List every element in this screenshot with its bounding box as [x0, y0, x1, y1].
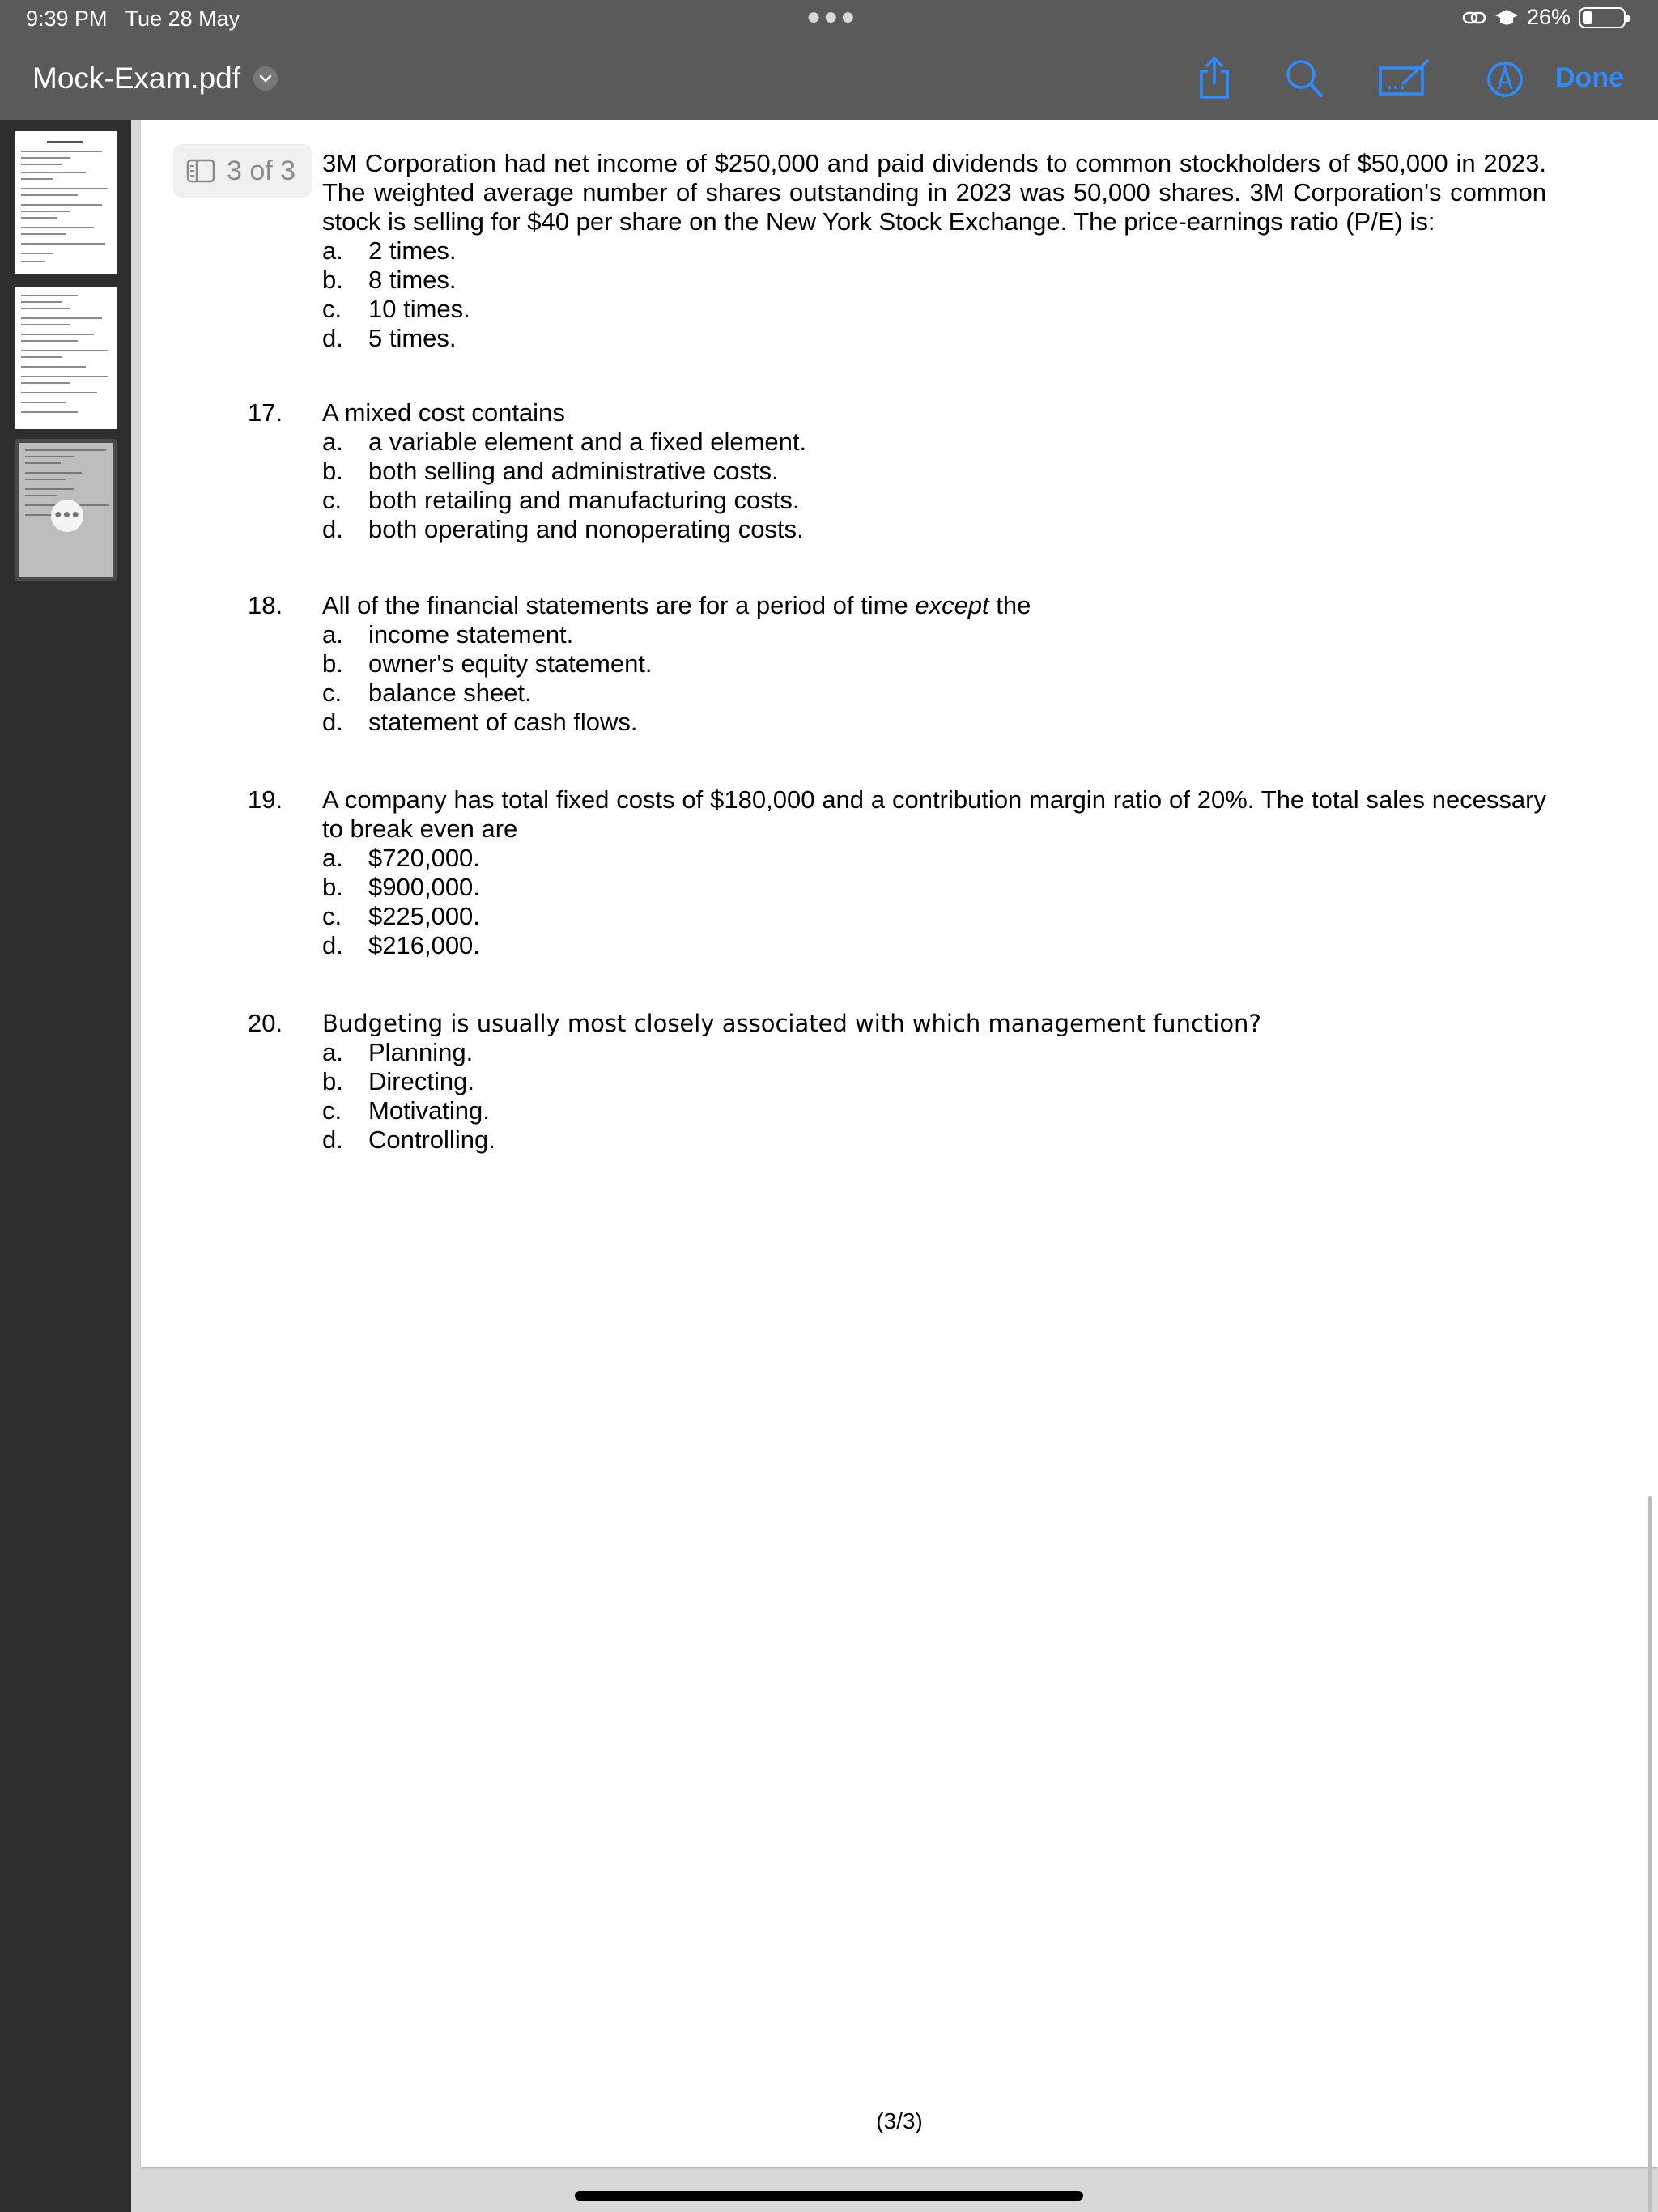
page-indicator[interactable] — [173, 144, 312, 198]
status-time-text: 9:39 PM — [26, 6, 108, 31]
link-icon — [1462, 9, 1486, 27]
question-text: A mixed cost contains — [322, 398, 565, 427]
question-text: All of the financial statements are for a period of time except the — [322, 591, 1031, 619]
question-block — [322, 149, 1546, 353]
battery-percent: 26% — [1526, 5, 1571, 29]
question-number: 19. — [248, 785, 283, 814]
answer-option: b. $900,000. — [322, 873, 480, 901]
markup-icon[interactable] — [1378, 55, 1431, 100]
search-icon[interactable] — [1284, 55, 1324, 100]
scrollbar[interactable] — [1648, 1496, 1652, 2212]
question-text: A company has total fixed costs of $180,000 and a contribution margin ratio of 20%. The total sales necessary to break even are — [322, 785, 1546, 843]
top-bar — [0, 0, 1658, 120]
question-block — [322, 591, 1546, 737]
answer-option: d. 5 times. — [322, 324, 457, 352]
question-number: 18. — [248, 591, 283, 619]
battery-icon — [1579, 7, 1626, 28]
question-text: Budgeting is usually most closely associated with which management function? — [322, 1010, 1261, 1037]
answer-option: a. $720,000. — [322, 844, 480, 872]
answer-option: a. 2 times. — [322, 236, 457, 265]
document-title: Mock-Exam.pdf — [32, 62, 241, 95]
graduation-cap-icon — [1494, 8, 1519, 28]
annotate-icon[interactable] — [1485, 55, 1525, 100]
answer-option: a. income statement. — [322, 620, 574, 649]
answer-option: d. statement of cash flows. — [322, 708, 638, 736]
answer-option: b. owner's equity statement. — [322, 649, 653, 678]
question-text: 3M Corporation had net income of $250,000 and paid dividends to common stockholders of $50,000 in 2023. The weighted average number of shares outstanding in 2023 was 50,000 shares. 3M Corporation's common stock is selling for $40 per share on the New York Stock Exchange. The price-earnings ratio (P/E) is: — [322, 149, 1546, 236]
answer-option: d. Controlling. — [322, 1125, 495, 1154]
answer-option: c. both retailing and manufacturing costs. — [322, 486, 800, 514]
answer-option: d. $216,000. — [322, 931, 480, 959]
more-icon[interactable]: ●●● — [51, 500, 83, 532]
share-icon[interactable] — [1195, 55, 1234, 100]
question-block — [322, 1009, 1546, 1155]
answer-option: b. both selling and administrative costs. — [322, 457, 779, 485]
question-block — [322, 398, 1546, 544]
status-date: Tue 28 May — [125, 6, 240, 31]
question-number: 17. — [248, 398, 283, 427]
answer-option: a. Planning. — [322, 1038, 474, 1066]
answer-option: b. Directing. — [322, 1067, 474, 1095]
document-title-menu[interactable] — [32, 62, 278, 96]
emphasis-text: except — [915, 591, 989, 619]
multitasking-dots-icon[interactable]: ●●● — [806, 3, 858, 30]
pdf-page — [141, 120, 1658, 2167]
answer-option: c. 10 times. — [322, 295, 470, 323]
question-number: 20. — [248, 1009, 283, 1037]
sidebar-toggle-icon — [186, 159, 215, 183]
answer-option: b. 8 times. — [322, 266, 457, 294]
question-block — [322, 785, 1546, 960]
page-thumbnail-sidebar — [0, 120, 131, 2212]
page-thumbnail-3[interactable] — [15, 439, 117, 581]
answer-option: d. both operating and nonoperating costs. — [322, 515, 804, 543]
done-button[interactable]: Done — [1555, 62, 1624, 93]
page-indicator-label: 3 of 3 — [227, 155, 296, 186]
status-indicators — [1462, 5, 1626, 30]
document-viewer[interactable] — [131, 120, 1658, 2212]
answer-option: c. Motivating. — [322, 1096, 490, 1125]
page-thumbnail-2[interactable] — [15, 287, 117, 429]
chevron-down-icon[interactable] — [253, 66, 278, 91]
answer-option: c. balance sheet. — [322, 678, 532, 707]
status-time — [26, 6, 240, 32]
page-thumbnail-1[interactable] — [15, 131, 117, 274]
answer-option: a. a variable element and a fixed element. — [322, 428, 807, 456]
page-footer: (3/3) — [876, 2108, 923, 2133]
home-indicator[interactable] — [575, 2191, 1083, 2201]
answer-option: c. $225,000. — [322, 902, 480, 930]
